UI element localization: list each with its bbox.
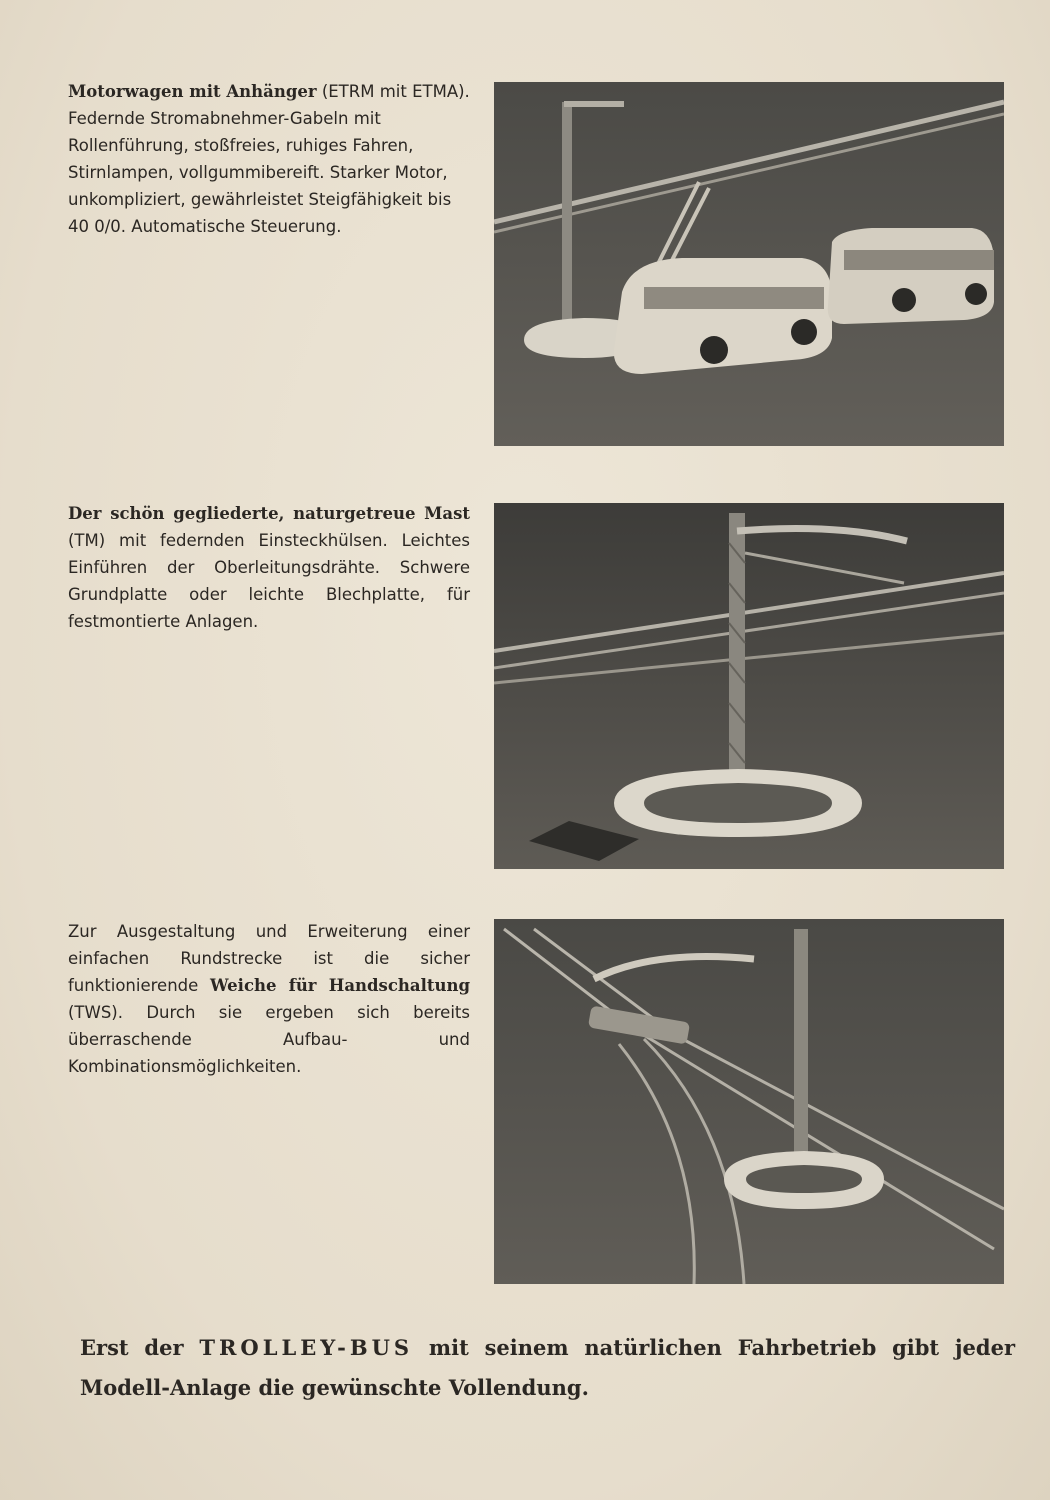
closing-rest: mit seinem natürlichen Fahrbetrieb gibt jeder Modell-Anlage die gewünschte Vollendung.: [80, 1335, 1016, 1400]
switch-illustration: [494, 919, 1004, 1284]
closing-intro: Erst der: [80, 1335, 200, 1360]
photo-switch: [494, 919, 1004, 1284]
body-switch-intro: Zur Ausgestaltung und Erweiterung einer einfachen Rundstrecke ist die sicher funktionierende: [68, 922, 470, 995]
heading-switch: Weiche für Handschaltung: [210, 976, 470, 995]
brand-name: TROLLEY-BUS: [199, 1335, 414, 1360]
trolleybus-illustration: [494, 82, 1004, 446]
photo-mast: [494, 503, 1004, 869]
body-trolleybus: (ETRM mit ETMA). Federnde Stromabnehmer-Gabeln mit Rollenführung, stoßfreies, ruhiges Fahren, Stirnlampen, vollgummibereift. Starker Motor, unkompliziert, gewährleistet Steigfähigkeit bis 40 0/0. Automatische Steuerung.: [68, 82, 470, 236]
description-switch: [68, 918, 470, 1080]
description-mast: [68, 500, 470, 635]
closing-statement: [80, 1328, 1015, 1408]
heading-mast: Der schön gegliederte, naturgetreue Mast: [68, 504, 470, 523]
heading-trolleybus: Motorwagen mit Anhänger: [68, 82, 317, 101]
description-trolleybus: [68, 78, 470, 240]
body-mast: (TM) mit federnden Einsteckhülsen. Leichtes Einführen der Oberleitungsdrähte. Schwere Grundplatte oder leichte Blechplatte, für festmontierte Anlagen.: [68, 531, 470, 631]
mast-illustration: [494, 503, 1004, 869]
photo-trolleybus-with-trailer: [494, 82, 1004, 446]
body-switch-rest: (TWS). Durch sie ergeben sich bereits überraschende Aufbau- und Kombinationsmöglichkeiten.: [68, 1003, 470, 1076]
